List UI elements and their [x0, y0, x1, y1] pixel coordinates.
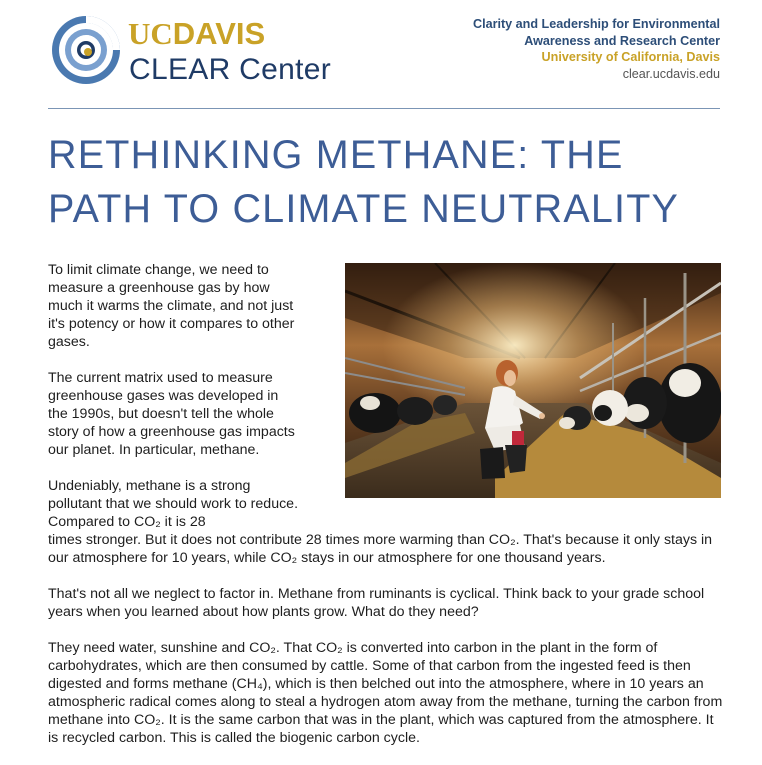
- paragraph-3-continued: times stronger. But it does not contribute 28 times more warming than CO₂. That's because it only stays in our atmosphere for 10 years, while CO₂ stays in our atmosphere for one thousand years.: [48, 532, 713, 566]
- website-link[interactable]: clear.ucdavis.edu: [622, 66, 720, 81]
- article-body: [48, 261, 723, 765]
- logo-uc-text: UC: [128, 16, 173, 51]
- logo-uc-davis: [128, 18, 265, 50]
- paragraph-3: [48, 477, 723, 567]
- uc-davis-logo-icon: [50, 14, 122, 86]
- title-line-1: RETHINKING METHANE: THE: [48, 133, 624, 177]
- paragraph-5: They need water, sunshine and CO₂. That CO₂ is converted into carbon in the plant in the form of carbohydrates, which are then consumed by cattle. Some of that carbon from the ingested feed is then digested and forms methane (CH₄), which is then belched out into the atmosphere, where in 10 years an atmospheric radical comes along to steal a hydrogen atom away from the methane, turning the carbon from methane into CO₂. It is the same carbon that was in the plant, which was captured from the atmosphere. It is recycled carbon. This is called the biogenic carbon cycle.: [48, 640, 723, 746]
- paragraph-3-start: Undeniably, methane is a strong pollutant that we should work to reduce. Compared to CO₂ it is 28: [48, 478, 299, 530]
- paragraph-1: To limit climate change, we need to measure a greenhouse gas by how much it warms the climate, and not just it's potency or how it compares to other gases.: [48, 262, 295, 350]
- university-name: University of California, Davis: [541, 50, 720, 64]
- title-line-2: PATH TO CLIMATE NEUTRALITY: [48, 187, 680, 231]
- header: [0, 0, 762, 110]
- org-name-line1: Clarity and Leadership for Environmental: [472, 17, 720, 31]
- paragraph-4: That's not all we neglect to factor in. Methane from ruminants is cyclical. Think back to your grade school years when you learned about how plants grow. What do they need?: [48, 586, 705, 620]
- logo-clear-center: CLEAR Center: [129, 53, 332, 86]
- org-info: [473, 16, 720, 82]
- org-name-line2: Awareness and Research Center: [524, 33, 720, 48]
- logo-davis-text: DAVIS: [172, 16, 266, 51]
- paragraph-2: The current matrix used to measure greenhouse gases was developed in the 1990s, but doesn't tell the whole story of how a greenhouse gas impacts our planet. In particular, methane.: [48, 370, 295, 458]
- page-title: [48, 128, 738, 236]
- header-divider: [48, 108, 720, 109]
